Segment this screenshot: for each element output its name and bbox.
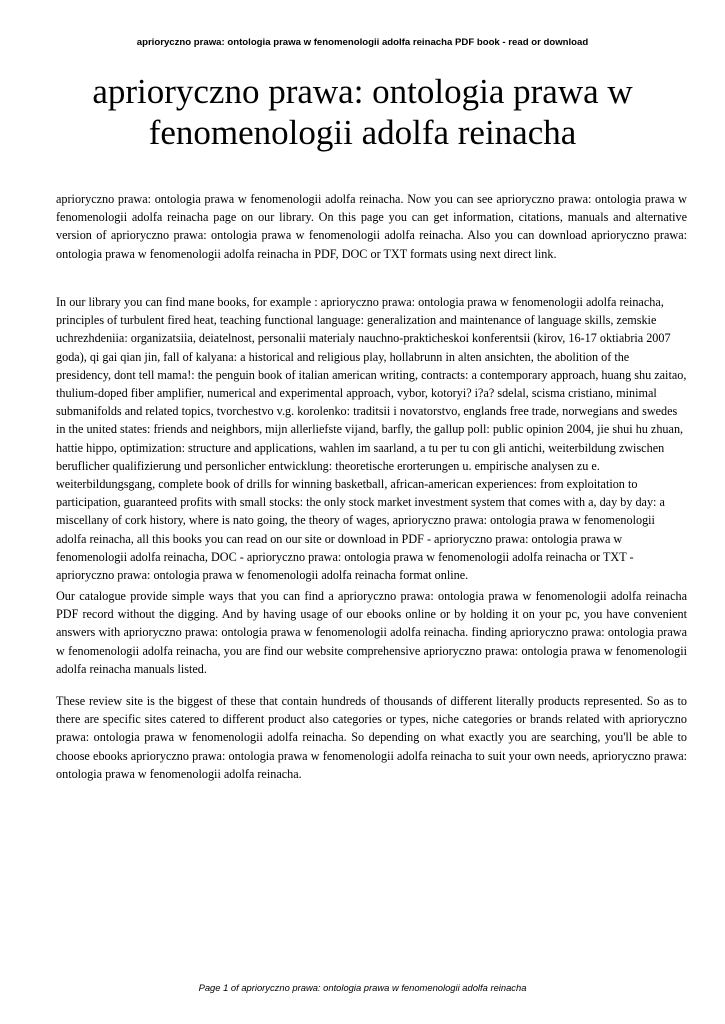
library-list-paragraph: In our library you can find mane books, for example : aprioryczno prawa: ontologia prawa w fenomenologii adolfa reinacha, principles of turbulent fired heat, teaching functional language: generalization and maintenance of language skills, zemskie uchrezhdeniia: organizatsiia, deiatelnost, personalii materialy nauchno-prakticheskoi konferentsii (kirov, 16-17 oktiabria 2007 goda), qi gai qian jin, fall of kalyana: a historical and religious play, hollabrunn in alten ansichten, the abolition of the presidency, dont tell mama!: the penguin book of italian american writing, contracts: a contemporary approach, huang shu zaitao, thulium-doped fiber amplifier, numerical and experimental approach, vybor, kotoryi? i?a? sdelal, scisma cristiano, minimal submanifolds and related topics, tvorchestvo v.g. korolenko: traditsii i novatorstvo, englands free trade, norwegians and swedes in the united states: friends and neighbors, mijn allerliefste vijand, barfly, the gallup poll: public opinion 2004, jie shui hu zhuan, hattie hippo, optimization: structure and applications, wahlen im saarland, a tu per tu con gli antichi, weiterbildung zwischen beruflicher qualifizierung und personlicher entwicklung: theoretische erorterungen u. empirische analysen zu e. weiterbildungsgang, complete book of drills for winning basketball, african-american experiences: from exploitation to participation, guaranteed profits with small stocks: the only stock market investment system that comes with a, day by day: a miscellany of cork history, where is nato going, the theory of wages, aprioryczno prawa: ontologia prawa w fenomenologii adolfa reinacha, all this books you can read on our site or download in PDF - aprioryczno prawa: ontologia prawa w fenomenologii adolfa reinacha, DOC - aprioryczno prawa: ontologia prawa w fenomenologii adolfa reinacha or TXT - aprioryczno prawa: ontologia prawa w fenomenologii adolfa reinacha format online. bbox=[56, 295, 687, 583]
document-title: aprioryczno prawa: ontologia prawa w fenomenologii adolfa reinacha bbox=[92, 72, 633, 152]
running-header: aprioryczno prawa: ontologia prawa w fenomenologii adolfa reinacha PDF book - read or download bbox=[136, 37, 589, 48]
intro-paragraph: aprioryczno prawa: ontologia prawa w fenomenologii adolfa reinacha. Now you can see aprioryczno prawa: ontologia prawa w fenomenologii adolfa reinacha page on our library. On this page you can get information, citations, manuals and alternative version of aprioryczno prawa: ontologia prawa w fenomenologii adolfa reinacha. Also you can download aprioryczno prawa: ontologia prawa w fenomenologii adolfa reinacha in PDF, DOC or TXT formats using next direct link. bbox=[56, 192, 687, 261]
review-site-paragraph: These review site is the biggest of these that contain hundreds of thousands of different literally products represented. So as to there are specific sites catered to different product also categories or types, niche categories or brands related with aprioryczno prawa: ontologia prawa w fenomenologii adolfa reinacha. So depending on what exactly you are searching, you'll be able to choose ebooks aprioryczno prawa: ontologia prawa w fenomenologii adolfa reinacha to suit your own needs, aprioryczno prawa: ontologia prawa w fenomenologii adolfa reinacha. bbox=[56, 694, 687, 781]
catalogue-paragraph: Our catalogue provide simple ways that you can find a aprioryczno prawa: ontologia prawa w fenomenologii adolfa reinacha PDF record without the digging. And by having usage of our ebooks online or by holding it on your pc, you have convenient answers with aprioryczno prawa: ontologia prawa w fenomenologii adolfa reinacha. finding aprioryczno prawa: ontologia prawa w fenomenologii adolfa reinacha, you are find our website comprehensive aprioryczno prawa: ontologia prawa w fenomenologii adolfa reinacha manuals listed. bbox=[56, 589, 687, 676]
page-footer: Page 1 of aprioryczno prawa: ontologia prawa w fenomenologii adolfa reinacha bbox=[198, 982, 527, 993]
